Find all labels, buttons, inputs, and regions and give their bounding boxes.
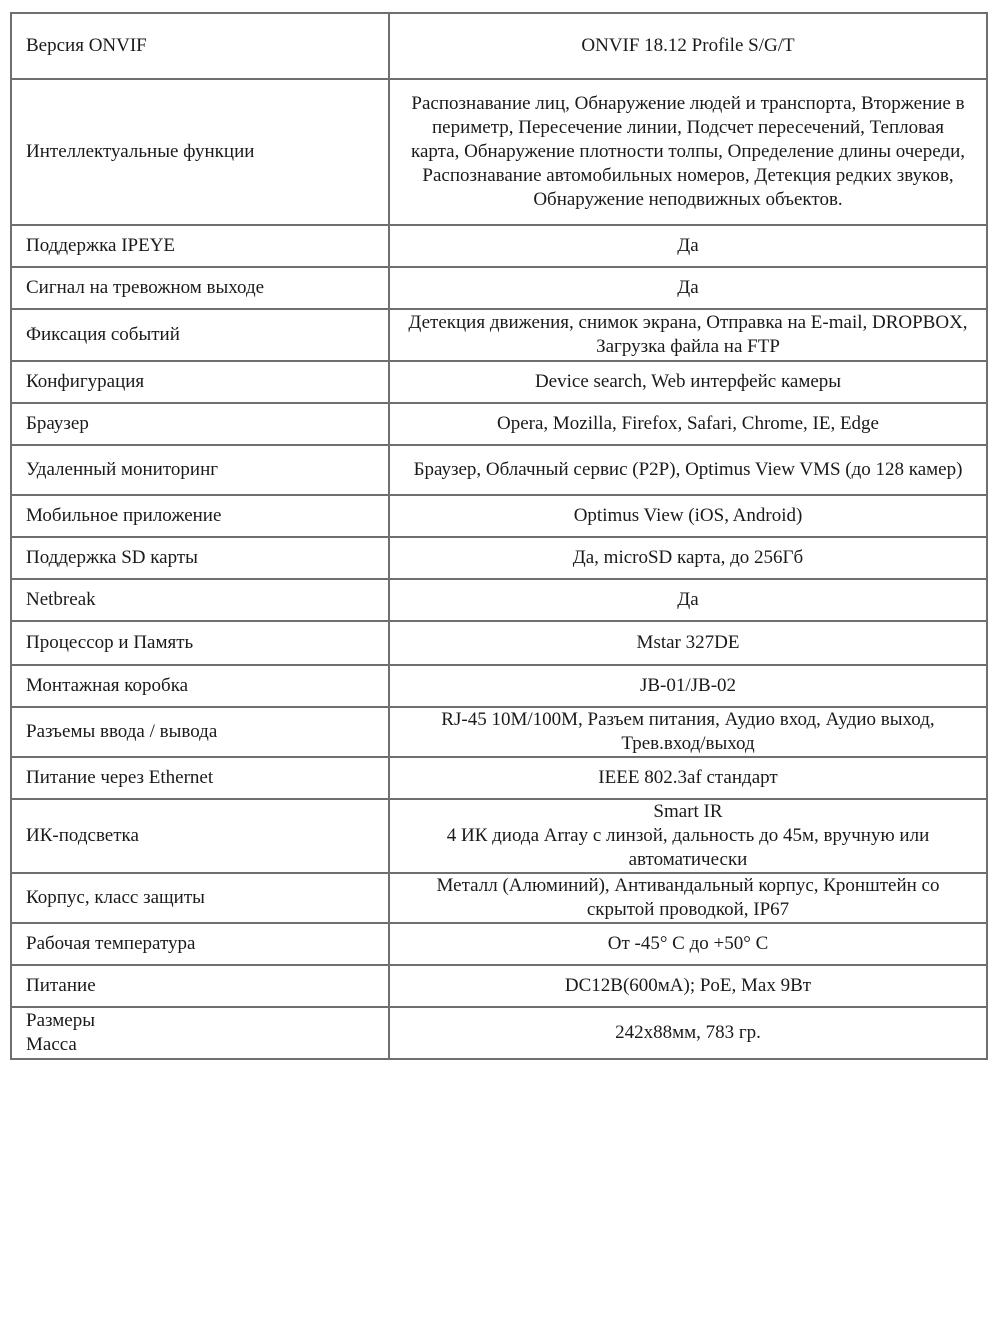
table-row [11, 309, 987, 361]
spec-label: Разъемы ввода / вывода [11, 707, 389, 757]
table-row [11, 923, 987, 965]
table-row [11, 707, 987, 757]
spec-label: Версия ONVIF [11, 13, 389, 79]
spec-label: Удаленный мониторинг [11, 445, 389, 495]
spec-label: Питание [11, 965, 389, 1007]
spec-label: Браузер [11, 403, 389, 445]
spec-label: Монтажная коробка [11, 665, 389, 707]
spec-label: Корпус, класс защиты [11, 873, 389, 923]
spec-value: От -45° C до +50° C [389, 923, 987, 965]
table-row [11, 495, 987, 537]
table-row [11, 267, 987, 309]
spec-value: IEEE 802.3af стандарт [389, 757, 987, 799]
spec-value: Да [389, 225, 987, 267]
table-row [11, 361, 987, 403]
spec-label: Рабочая температура [11, 923, 389, 965]
spec-label: Поддержка SD карты [11, 537, 389, 579]
spec-value: Да [389, 267, 987, 309]
table-row [11, 403, 987, 445]
spec-value: Да, microSD карта, до 256Гб [389, 537, 987, 579]
spec-value: DC12В(600мА); PoE, Max 9Вт [389, 965, 987, 1007]
spec-label: Процессор и Память [11, 621, 389, 665]
table-row [11, 873, 987, 923]
table-row [11, 225, 987, 267]
table-row [11, 757, 987, 799]
spec-value: JB-01/JB-02 [389, 665, 987, 707]
spec-table [10, 12, 988, 1060]
spec-label: Конфигурация [11, 361, 389, 403]
spec-value: Optimus View (iOS, Android) [389, 495, 987, 537]
table-row [11, 79, 987, 225]
spec-label: Поддержка IPEYE [11, 225, 389, 267]
spec-value: Да [389, 579, 987, 621]
spec-label: Фиксация событий [11, 309, 389, 361]
spec-value: Браузер, Облачный сервис (P2P), Optimus View VMS (до 128 камер) [389, 445, 987, 495]
spec-value: Device search, Web интерфейс камеры [389, 361, 987, 403]
spec-value: RJ-45 10M/100M, Разъем питания, Аудио вход, Аудио выход, Трев.вход/выход [389, 707, 987, 757]
spec-label: Netbreak [11, 579, 389, 621]
spec-value: Mstar 327DE [389, 621, 987, 665]
spec-value: Распознавание лиц, Обнаружение людей и транспорта, Вторжение в периметр, Пересечение линии, Подсчет пересечений, Тепловая карта, Обнаружение плотности толпы, Определение длины очереди, Распознавание автомобильных номеров, Детекция редких звуков, Обнаружение неподвижных объектов. [389, 79, 987, 225]
table-row [11, 579, 987, 621]
spec-value: Opera, Mozilla, Firefox, Safari, Chrome, IE, Edge [389, 403, 987, 445]
spec-label: ИК-подсветка [11, 799, 389, 873]
table-row [11, 965, 987, 1007]
spec-value: 242x88мм, 783 гр. [389, 1007, 987, 1059]
spec-label: Мобильное приложение [11, 495, 389, 537]
table-row [11, 537, 987, 579]
table-row [11, 621, 987, 665]
spec-value: Детекция движения, снимок экрана, Отправка на E-mail, DROPBOX, Загрузка файла на FTP [389, 309, 987, 361]
table-row [11, 13, 987, 79]
spec-label: Сигнал на тревожном выходе [11, 267, 389, 309]
spec-label: Интеллектуальные функции [11, 79, 389, 225]
spec-label: Питание через Ethernet [11, 757, 389, 799]
spec-value: ONVIF 18.12 Profile S/G/T [389, 13, 987, 79]
table-row [11, 1007, 987, 1059]
spec-label: Размеры Масса [11, 1007, 389, 1059]
table-row [11, 445, 987, 495]
table-row [11, 665, 987, 707]
table-row [11, 799, 987, 873]
spec-value: Smart IR 4 ИК диода Array с линзой, дальность до 45м, вручную или автоматически [389, 799, 987, 873]
spec-value: Металл (Алюминий), Антивандальный корпус, Кронштейн со скрытой проводкой, IP67 [389, 873, 987, 923]
